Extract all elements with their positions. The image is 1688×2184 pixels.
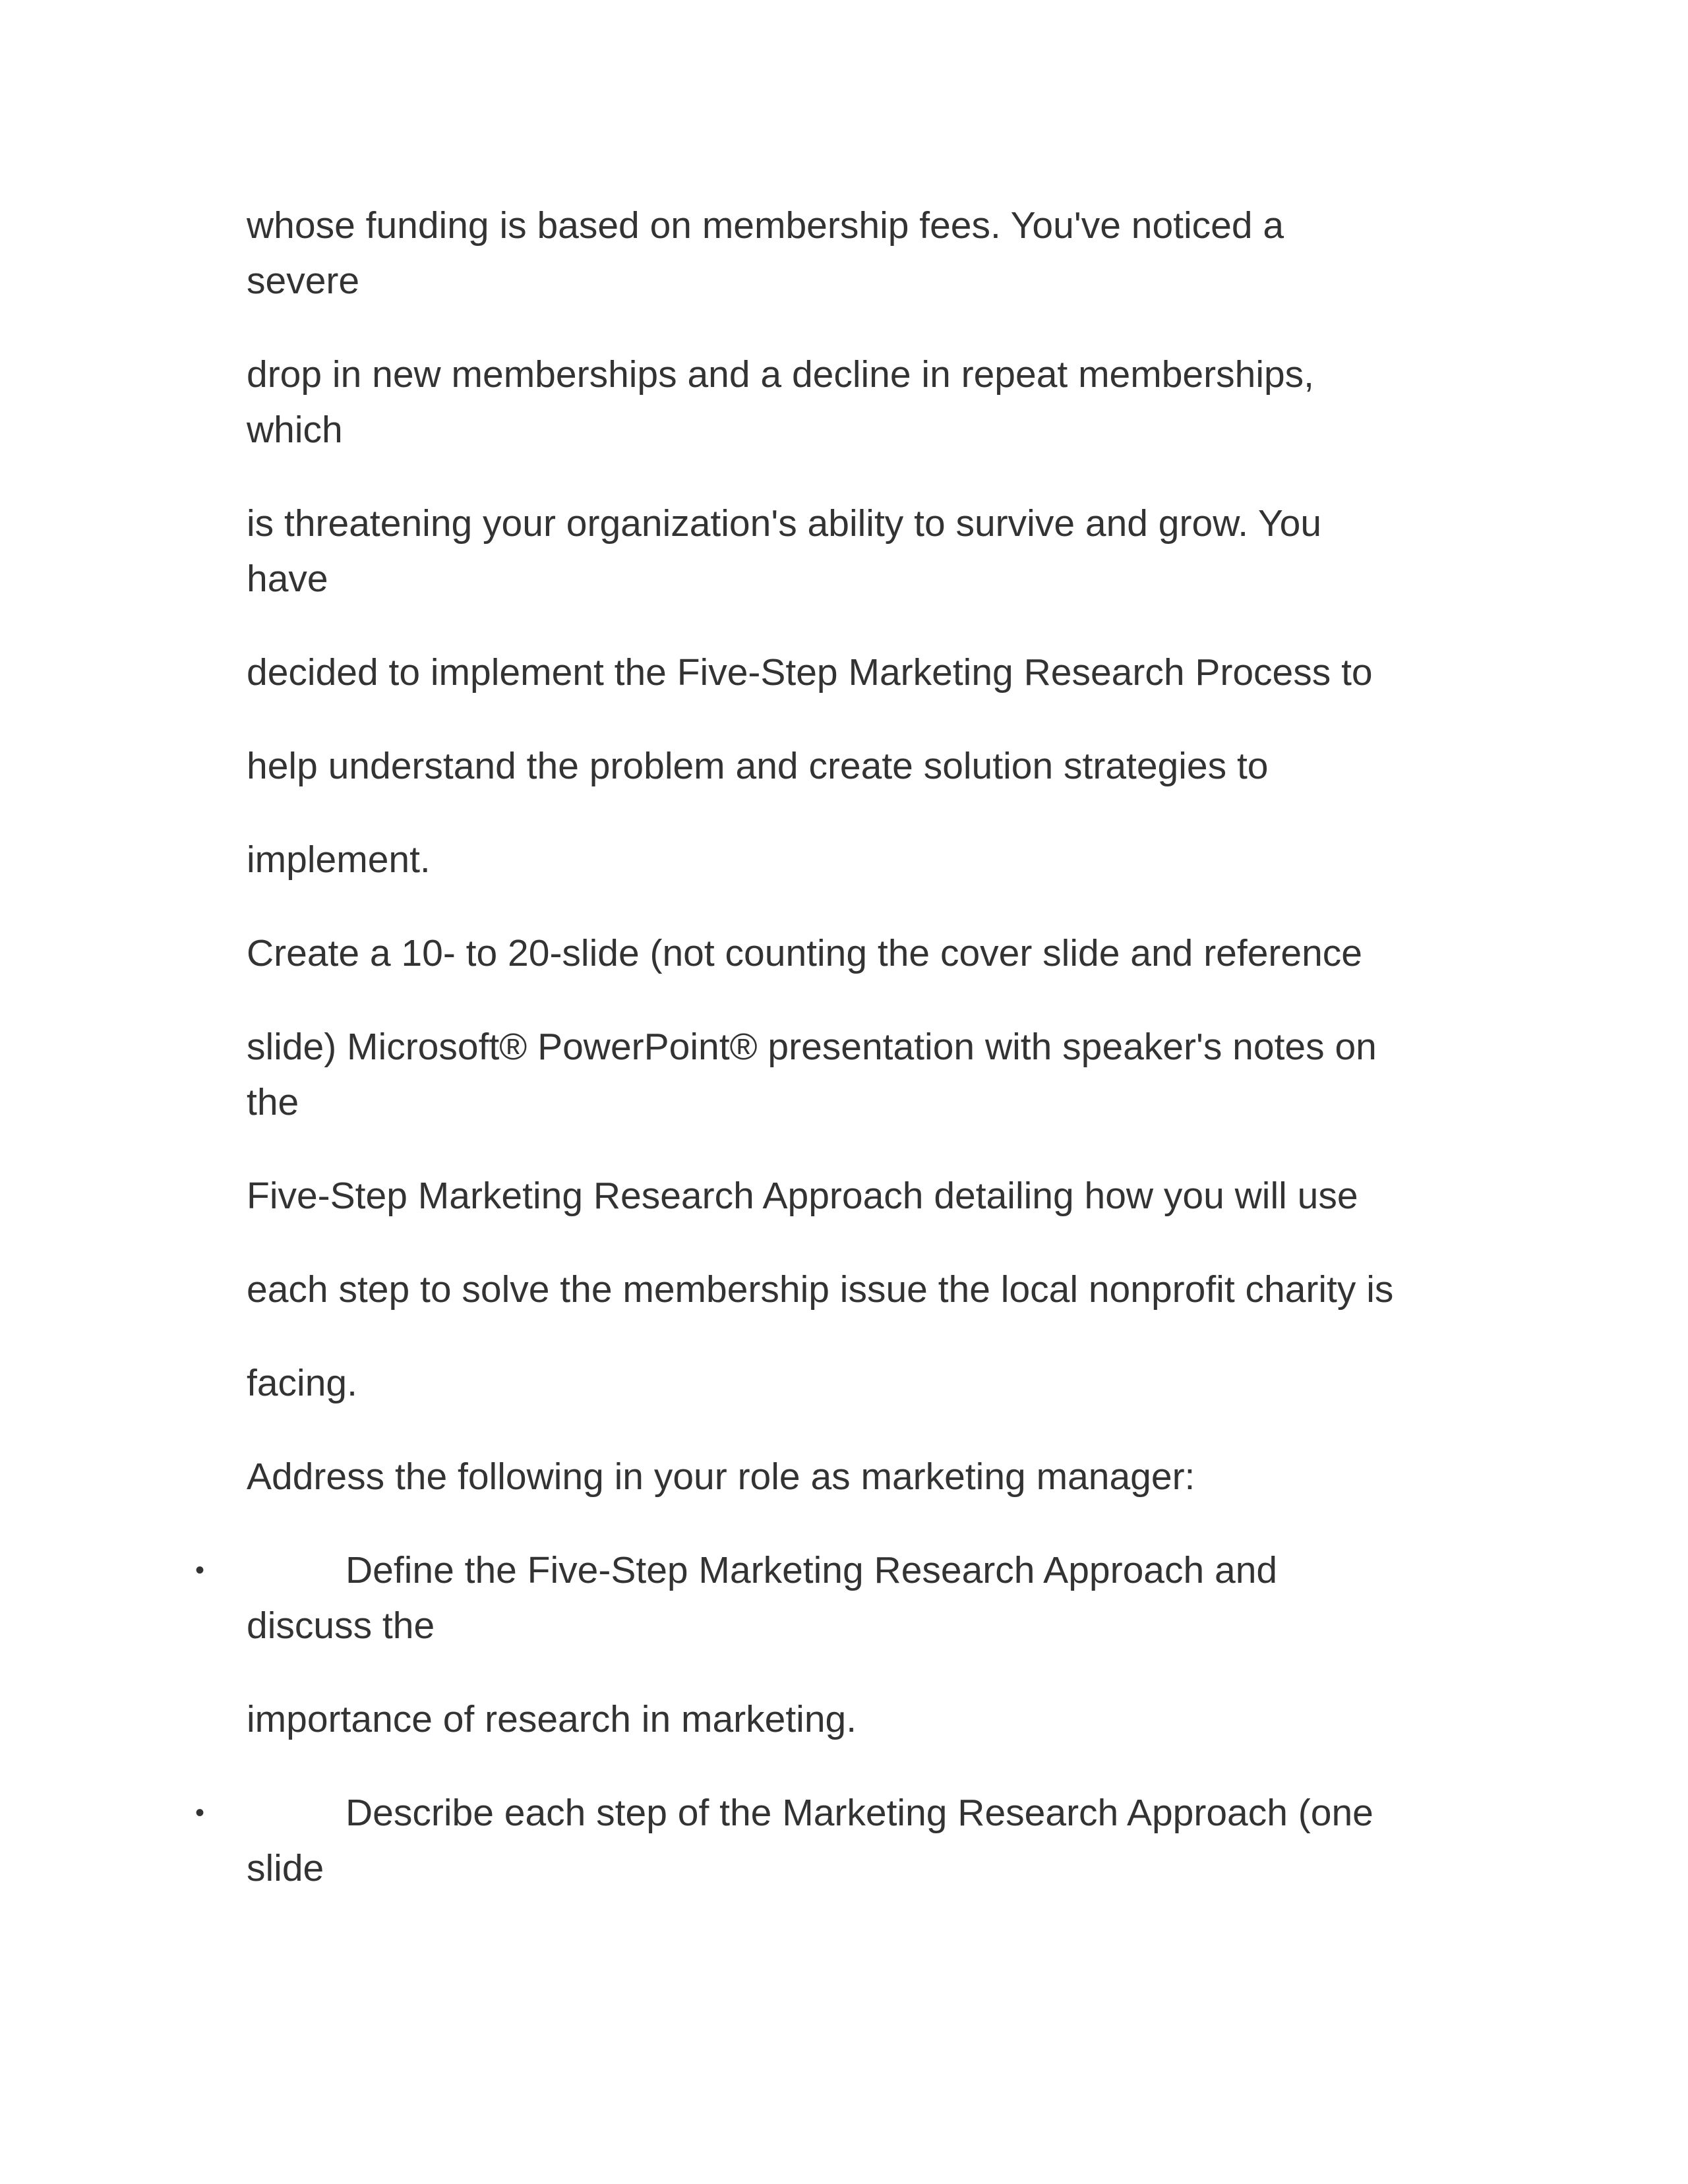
- paragraph: [247, 347, 1433, 457]
- text-line: have: [247, 558, 328, 600]
- paragraph: [247, 496, 1433, 606]
- text-line: is threatening your organization's ability to survive and grow. You: [247, 502, 1322, 545]
- bullet-list-item: [195, 1785, 1433, 1896]
- paragraph: [247, 1355, 1433, 1411]
- paragraph: [247, 926, 1433, 981]
- bullet-icon: •: [195, 1798, 205, 1827]
- paragraph: [247, 645, 1433, 700]
- bullet-list-item: [195, 1543, 1433, 1653]
- paragraph: [247, 198, 1433, 309]
- document-body: [195, 198, 1433, 1934]
- paragraph: [247, 1168, 1433, 1224]
- bullet-text: slide: [247, 1847, 324, 1889]
- bullet-text: Define the Five-Step Marketing Research Approach and: [346, 1549, 1278, 1591]
- paragraph: [247, 1262, 1433, 1317]
- paragraph: [247, 738, 1433, 794]
- text-line: severe: [247, 260, 360, 302]
- paragraph: [247, 1019, 1433, 1130]
- text-line: each step to solve the membership issue the local nonprofit charity is: [247, 1268, 1394, 1311]
- text-line: implement.: [247, 839, 431, 881]
- bullet-text: discuss the: [247, 1605, 435, 1647]
- bullet-icon: •: [195, 1556, 205, 1585]
- text-line: which: [247, 409, 343, 451]
- text-line: Five-Step Marketing Research Approach detailing how you will use: [247, 1175, 1358, 1217]
- bullet-text: Describe each step of the Marketing Research Approach (one: [346, 1792, 1373, 1834]
- text-line: facing.: [247, 1362, 357, 1404]
- text-line: help understand the problem and create solution strategies to: [247, 745, 1269, 787]
- text-line: Address the following in your role as marketing manager:: [247, 1456, 1195, 1498]
- text-line: drop in new memberships and a decline in repeat memberships,: [247, 353, 1315, 396]
- text-line: slide) Microsoft® PowerPoint® presentation with speaker's notes on: [247, 1026, 1377, 1068]
- text-line: importance of research in marketing.: [247, 1698, 857, 1740]
- text-line: decided to implement the Five-Step Marketing Research Process to: [247, 651, 1373, 694]
- paragraph: [247, 1692, 1433, 1747]
- text-line: the: [247, 1081, 299, 1123]
- paragraph: [247, 1449, 1433, 1504]
- text-line: whose funding is based on membership fees. You've noticed a: [247, 204, 1284, 247]
- paragraph: [247, 832, 1433, 887]
- text-line: Create a 10- to 20-slide (not counting the cover slide and reference: [247, 932, 1362, 974]
